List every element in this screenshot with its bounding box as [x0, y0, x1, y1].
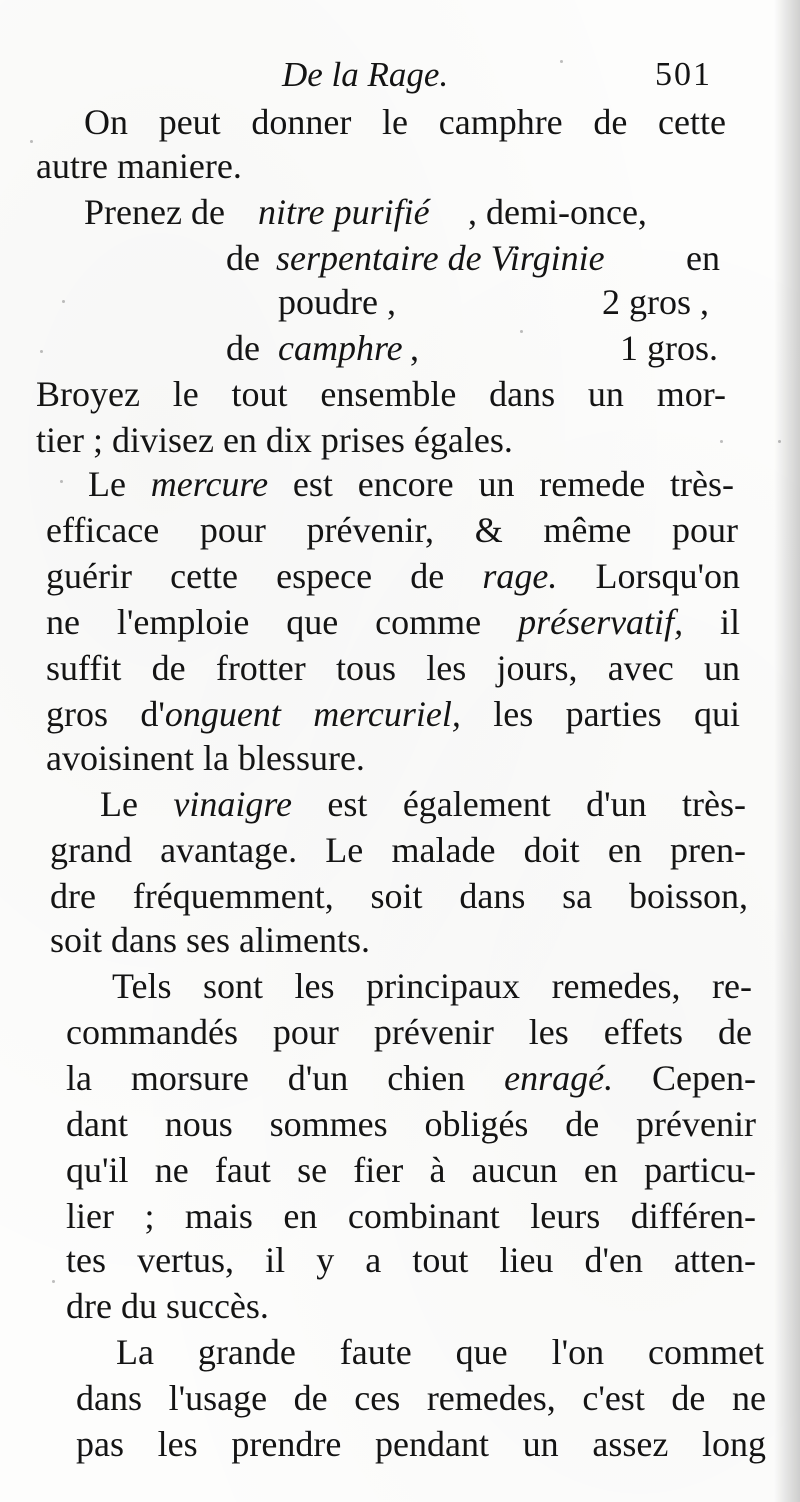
text-line-7: Broyez le tout ensemble dans un mor- [36, 374, 726, 414]
text-line-17: grand avantage. Le malade doit en pren- [50, 830, 746, 870]
text-line-11: guérir cette espece de rage. Lorsqu'on [46, 556, 740, 596]
text-line-16: Le vinaigre est également d'un très- [100, 784, 746, 824]
text-line-15: avoisinent la blessure. [46, 738, 365, 778]
recipe-ingredient-serpentaire: serpentaire de Virginie [276, 238, 605, 278]
recipe-line-1-quantity: , demi-once, [468, 192, 647, 232]
text-line-20: Tels sont les principaux remedes, re- [112, 966, 752, 1006]
text-line-9: Le mercure est encore un remede très- [88, 464, 735, 504]
recipe-line-4-comma: , [410, 328, 419, 368]
text-line-29: dans l'usage de ces remedes, c'est de ne [76, 1378, 766, 1418]
ink-speck [742, 1180, 745, 1183]
ink-speck [52, 1280, 55, 1283]
text-line-10: efficace pour prévenir, & même pour [46, 510, 738, 550]
text-line-19: soit dans ses aliments. [50, 920, 370, 960]
text-line-25: lier ; mais en combinant leurs différen- [66, 1196, 756, 1236]
ink-speck [520, 330, 523, 333]
text-line-30: pas les prendre pendant un assez long [76, 1424, 766, 1464]
ink-speck [40, 350, 43, 353]
ink-speck [30, 140, 33, 143]
page-gutter-shadow [774, 0, 800, 1502]
recipe-ingredient-nitre: nitre purifié [258, 192, 430, 232]
recipe-line-3-quantity: 2 gros , [602, 282, 709, 322]
text-line-24: qu'il ne faut se fier à aucun en particu- [66, 1150, 756, 1190]
text-line-22: la morsure d'un chien enragé. Cepen- [66, 1058, 756, 1098]
text-line-1: On peut donner le camphre de cette [84, 102, 726, 142]
ink-speck [62, 300, 65, 303]
recipe-line-2-start: de [226, 238, 260, 278]
text-line-28: La grande faute que l'on commet [116, 1332, 764, 1372]
text-line-21: commandés pour prévenir les effets de [66, 1012, 752, 1052]
text-line-2: autre maniere. [36, 146, 242, 186]
text-line-23: dant nous sommes obligés de prévenir [66, 1104, 756, 1144]
recipe-line-4-start: de [226, 328, 260, 368]
recipe-line-3-form: poudre , [278, 282, 396, 322]
page-number: 501 [655, 56, 712, 93]
ink-speck [60, 480, 63, 483]
ink-speck [778, 440, 781, 443]
text-line-27: dre du succès. [66, 1286, 269, 1326]
ink-speck [560, 60, 563, 63]
ink-speck [720, 440, 723, 443]
text-line-26: tes vertus, il y a tout lieu d'en atten- [66, 1240, 756, 1280]
recipe-line-1-start: Prenez de [84, 192, 225, 232]
text-line-14: gros d'onguent mercuriel, les parties qui [46, 694, 740, 734]
recipe-line-4-quantity: 1 gros. [620, 328, 718, 368]
recipe-ingredient-camphre: camphre [278, 328, 403, 368]
text-line-12: ne l'emploie que comme préservatif, il [46, 602, 741, 642]
recipe-line-2-end: en [686, 238, 720, 278]
running-head-title: De la Rage. [282, 55, 449, 94]
text-line-13: suffit de frotter tous les jours, avec un [46, 648, 740, 688]
text-line-18: dre fréquemment, soit dans sa boisson, [50, 876, 748, 916]
text-line-8: tier ; divisez en dix prises égales. [36, 420, 513, 460]
